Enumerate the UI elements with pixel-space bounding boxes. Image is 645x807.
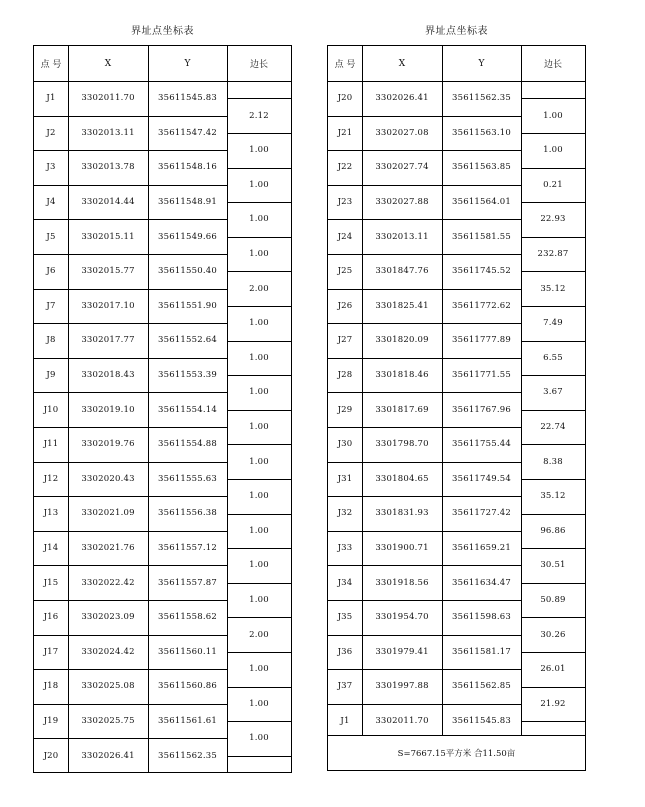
cell-point: J12 xyxy=(43,473,59,484)
cell-y: 35611598.63 xyxy=(452,612,511,623)
cell-x: 3302027.74 xyxy=(375,162,429,173)
cell-edge-length: 1.00 xyxy=(249,560,269,571)
cell-point: J26 xyxy=(337,300,353,311)
cell-y: 35611549.66 xyxy=(158,231,217,242)
cell-y: 35611554.14 xyxy=(158,404,217,415)
cell-x: 3302017.77 xyxy=(81,335,135,346)
cell-point: J9 xyxy=(46,370,56,381)
cell-point: J28 xyxy=(337,370,353,381)
cell-edge-length: 50.89 xyxy=(540,594,566,605)
cell-y: 35611755.44 xyxy=(452,439,511,450)
cell-edge-length: 3.67 xyxy=(543,387,563,398)
cell-x: 3302025.08 xyxy=(81,681,135,692)
cell-x: 3301900.71 xyxy=(375,543,429,554)
cell-edge-length: 1.00 xyxy=(249,698,269,709)
cell-x: 3302013.78 xyxy=(81,162,135,173)
cell-point: J4 xyxy=(46,197,56,208)
cell-edge-length: 2.00 xyxy=(249,283,269,294)
cell-edge-length: 1.00 xyxy=(249,214,269,225)
column-header-x: X xyxy=(104,58,112,69)
cell-x: 3301997.88 xyxy=(375,681,429,692)
cell-x: 3302019.76 xyxy=(81,439,135,450)
cell-point: J20 xyxy=(43,750,59,761)
cell-point: J7 xyxy=(46,300,56,311)
cell-edge-length: 1.00 xyxy=(249,352,269,363)
cell-edge-length: 1.00 xyxy=(249,421,269,432)
cell-edge-length: 1.00 xyxy=(249,594,269,605)
cell-y: 35611550.40 xyxy=(158,266,217,277)
cell-edge-length: 1.00 xyxy=(249,179,269,190)
cell-edge-length: 30.51 xyxy=(540,560,566,571)
cell-edge-length: 1.00 xyxy=(249,491,269,502)
cell-point: J37 xyxy=(337,681,353,692)
column-header-y: Y xyxy=(184,58,191,69)
cell-y: 35611551.90 xyxy=(158,300,217,311)
cell-point: J21 xyxy=(337,127,353,138)
cell-y: 35611749.54 xyxy=(452,473,511,484)
column-header-edge: 边长 xyxy=(249,60,268,70)
cell-point: J36 xyxy=(337,646,353,657)
cell-edge-length: 7.49 xyxy=(543,318,563,329)
cell-edge-length: 1.00 xyxy=(249,733,269,744)
cell-y: 35611553.39 xyxy=(158,370,217,381)
cell-x: 3302026.41 xyxy=(375,93,429,104)
cell-edge-length: 26.01 xyxy=(540,664,566,675)
column-header-point: 点 号 xyxy=(334,60,356,70)
cell-x: 3301831.93 xyxy=(375,508,429,519)
cell-point: J17 xyxy=(43,646,59,657)
cell-y: 35611552.64 xyxy=(158,335,217,346)
cell-y: 35611545.83 xyxy=(158,93,217,104)
cell-x: 3302027.08 xyxy=(375,127,429,138)
cell-y: 35611558.62 xyxy=(158,612,217,623)
cell-x: 3302020.43 xyxy=(81,473,135,484)
cell-point: J14 xyxy=(43,543,59,554)
cell-point: J25 xyxy=(337,266,353,277)
cell-edge-length: 1.00 xyxy=(249,248,269,259)
cell-y: 35611767.96 xyxy=(452,404,511,415)
cell-x: 3301798.70 xyxy=(375,439,429,450)
cell-edge-length: 1.00 xyxy=(249,387,269,398)
cell-x: 3302013.11 xyxy=(81,127,135,138)
cell-y: 35611772.62 xyxy=(452,300,511,311)
cell-edge-length: 1.00 xyxy=(249,456,269,467)
cell-point: J18 xyxy=(43,681,59,692)
cell-point: J23 xyxy=(337,197,353,208)
cell-point: J15 xyxy=(43,577,59,588)
cell-x: 3301804.65 xyxy=(375,473,429,484)
cell-x: 3302025.75 xyxy=(81,716,135,727)
cell-edge-length: 1.00 xyxy=(249,145,269,156)
column-header-x: X xyxy=(398,58,406,69)
cell-edge-length: 1.00 xyxy=(249,664,269,675)
cell-point: J1 xyxy=(340,716,350,727)
coordinate-table xyxy=(327,45,586,771)
area-summary: S=7667.15平方米 合11.50亩 xyxy=(328,735,585,770)
cell-y: 35611659.21 xyxy=(452,543,511,554)
cell-point: J5 xyxy=(46,231,56,242)
column-header-point: 点 号 xyxy=(40,60,62,70)
cell-point: J34 xyxy=(337,577,353,588)
cell-point: J19 xyxy=(43,716,59,727)
cell-y: 35611562.35 xyxy=(158,750,217,761)
cell-point: J27 xyxy=(337,335,353,346)
cell-y: 35611581.55 xyxy=(452,231,511,242)
cell-edge-length: 35.12 xyxy=(540,491,566,502)
cell-y: 35611562.85 xyxy=(452,681,511,692)
cell-edge-length: 2.12 xyxy=(249,110,269,121)
cell-edge-length: 30.26 xyxy=(540,629,566,640)
cell-y: 35611557.87 xyxy=(158,577,217,588)
cell-point: J20 xyxy=(337,93,353,104)
cell-y: 35611548.91 xyxy=(158,197,217,208)
cell-x: 3301847.76 xyxy=(375,266,429,277)
cell-y: 35611545.83 xyxy=(452,716,511,727)
cell-edge-length: 8.38 xyxy=(543,456,563,467)
cell-y: 35611556.38 xyxy=(158,508,217,519)
coordinate-table xyxy=(33,45,292,773)
cell-edge-length: 1.00 xyxy=(249,318,269,329)
cell-y: 35611745.52 xyxy=(452,266,511,277)
cell-edge-length: 96.86 xyxy=(540,525,566,536)
cell-x: 3302022.42 xyxy=(81,577,135,588)
cell-edge-length: 232.87 xyxy=(537,248,569,259)
cell-x: 3301979.41 xyxy=(375,646,429,657)
cell-y: 35611547.42 xyxy=(158,127,217,138)
cell-x: 3302014.44 xyxy=(81,197,135,208)
cell-x: 3301954.70 xyxy=(375,612,429,623)
cell-point: J8 xyxy=(46,335,56,346)
cell-x: 3302021.76 xyxy=(81,543,135,554)
cell-point: J22 xyxy=(337,162,353,173)
cell-point: J33 xyxy=(337,543,353,554)
column-header-edge: 边长 xyxy=(543,60,562,70)
cell-x: 3302017.10 xyxy=(81,300,135,311)
cell-x: 3302019.10 xyxy=(81,404,135,415)
cell-point: J24 xyxy=(337,231,353,242)
cell-x: 3302018.43 xyxy=(81,370,135,381)
cell-point: J2 xyxy=(46,127,56,138)
cell-edge-length: 1.00 xyxy=(543,145,563,156)
cell-x: 3302024.42 xyxy=(81,646,135,657)
cell-point: J31 xyxy=(337,473,353,484)
cell-edge-length: 22.93 xyxy=(540,214,566,225)
cell-x: 3302027.88 xyxy=(375,197,429,208)
cell-edge-length: 35.12 xyxy=(540,283,566,294)
cell-point: J11 xyxy=(43,439,59,450)
cell-y: 35611777.89 xyxy=(452,335,511,346)
cell-y: 35611562.35 xyxy=(452,93,511,104)
cell-y: 35611554.88 xyxy=(158,439,217,450)
cell-y: 35611563.10 xyxy=(452,127,511,138)
cell-y: 35611634.47 xyxy=(452,577,511,588)
cell-y: 35611564.01 xyxy=(452,197,511,208)
cell-edge-length: 0.21 xyxy=(543,179,563,190)
cell-y: 35611548.16 xyxy=(158,162,217,173)
cell-y: 35611560.86 xyxy=(158,681,217,692)
edge-divider xyxy=(227,756,291,757)
cell-y: 35611727.42 xyxy=(452,508,511,519)
cell-point: J35 xyxy=(337,612,353,623)
cell-y: 35611561.61 xyxy=(158,716,217,727)
cell-x: 3302013.11 xyxy=(375,231,429,242)
cell-edge-length: 6.55 xyxy=(543,352,563,363)
cell-x: 3302026.41 xyxy=(81,750,135,761)
cell-x: 3302011.70 xyxy=(81,93,135,104)
cell-y: 35611771.55 xyxy=(452,370,511,381)
cell-point: J3 xyxy=(46,162,56,173)
cell-y: 35611555.63 xyxy=(158,473,217,484)
cell-point: J30 xyxy=(337,439,353,450)
cell-x: 3302015.11 xyxy=(81,231,135,242)
cell-x: 3302023.09 xyxy=(81,612,135,623)
cell-edge-length: 22.74 xyxy=(540,421,566,432)
cell-point: J29 xyxy=(337,404,353,415)
cell-edge-length: 2.00 xyxy=(249,629,269,640)
table-title: 界址点坐标表 xyxy=(131,26,194,37)
cell-y: 35611581.17 xyxy=(452,646,511,657)
cell-x: 3302015.77 xyxy=(81,266,135,277)
cell-x: 3302021.09 xyxy=(81,508,135,519)
table-title: 界址点坐标表 xyxy=(425,26,488,37)
cell-x: 3301818.46 xyxy=(375,370,429,381)
cell-edge-length: 1.00 xyxy=(543,110,563,121)
cell-x: 3301820.09 xyxy=(375,335,429,346)
cell-edge-length: 1.00 xyxy=(249,525,269,536)
column-header-y: Y xyxy=(478,58,485,69)
cell-y: 35611560.11 xyxy=(158,646,217,657)
cell-point: J13 xyxy=(43,508,59,519)
cell-x: 3301825.41 xyxy=(375,300,429,311)
cell-x: 3301817.69 xyxy=(375,404,429,415)
cell-x: 3301918.56 xyxy=(375,577,429,588)
cell-point: J32 xyxy=(337,508,353,519)
cell-point: J6 xyxy=(46,266,56,277)
cell-point: J16 xyxy=(43,612,59,623)
cell-y: 35611563.85 xyxy=(452,162,511,173)
cell-point: J1 xyxy=(46,93,56,104)
edge-divider xyxy=(521,721,585,722)
cell-edge-length: 21.92 xyxy=(540,698,566,709)
cell-y: 35611557.12 xyxy=(158,543,217,554)
cell-x: 3302011.70 xyxy=(375,716,429,727)
cell-point: J10 xyxy=(43,404,59,415)
